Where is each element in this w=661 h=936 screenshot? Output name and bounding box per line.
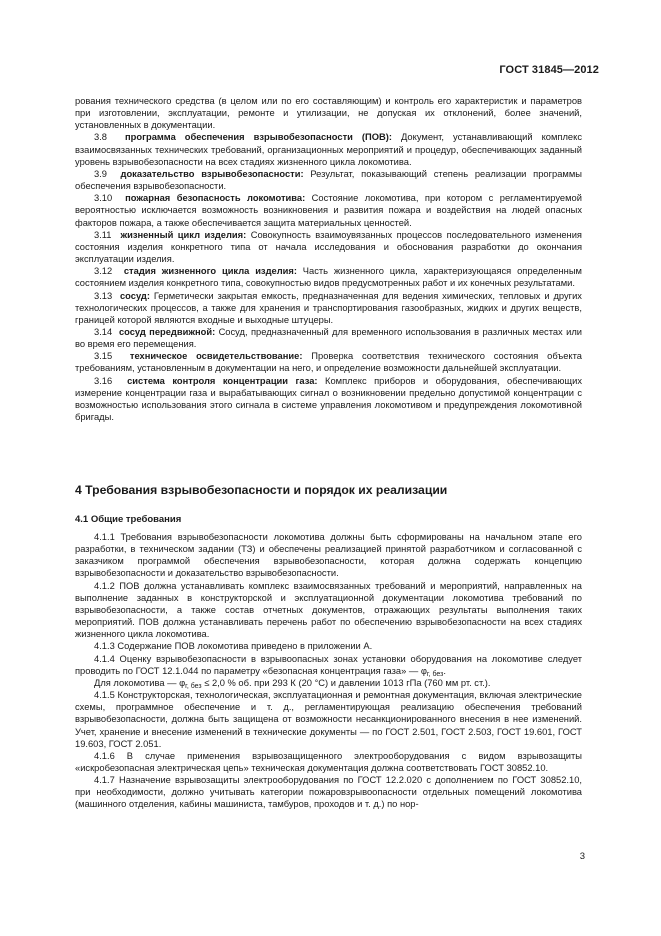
definition-text: Сосуд, предназначенный для временного использования в различных местах или во время его перемещения. <box>75 326 582 350</box>
definition-text: Документ, устанавливающий комплекс взаимосвязанных технических требований, организационных мероприятий и процедур, обеспечивающих заданный уровень взрывобезопасности на всех стадиях жизненного цикла локомотива. <box>75 132 582 167</box>
definition-number: 3.16 <box>94 375 113 386</box>
definition-number: 3.15 <box>94 351 113 362</box>
definition-term: доказательство взрывобезопасности: <box>120 168 304 179</box>
paragraph-4-1-4-text: 4.1.4 Оценку взрывобезопасности в взрывоопасных зонах установки оборудования на локомотиве следует проводить по ГОСТ 12.1.044 по параметру «безопасная концентрация газа» — φ <box>75 653 582 676</box>
definition-term: система контроля концентрации газа: <box>127 375 318 386</box>
definition-term: техническое освидетельствование: <box>129 351 303 362</box>
paragraph-4-1-5: 4.1.5 Конструкторская, технологическая, эксплуатационная и ремонтная документация, включая электрические схемы, программное обеспечение и т. д., регламентирующая реализацию обеспечения требований взрывобезопасности, должна быть защищена от возможности несанкционированного внесения в нее изменений. Учет, хранение и внесение изменений в технические документы — по ГОСТ 2.501, ГОСТ 2.503, ГОСТ 19.601, ГОСТ 19.603, ГОСТ 2.051. <box>75 690 582 749</box>
definition-number: 3.9 <box>94 168 107 179</box>
paragraph-4-1-3: 4.1.3 Содержание ПОВ локомотива приведено в приложении А. <box>94 641 373 652</box>
page-number: 3 <box>579 851 585 862</box>
definition-term: сосуд передвижной: <box>118 326 216 337</box>
definition-number: 3.10 <box>94 193 113 204</box>
definition-number: 3.13 <box>94 290 113 301</box>
definition-text: Часть жизненного цикла, характеризующаяся определенным состоянием изделия конкретного типа, совокупностью видов предусмотренных работ и их конечных результатами. <box>75 266 582 289</box>
definition-text: Состояние локомотива, при котором с регламентируемой вероятностью исключается возможность возникновения и развития пожара и воздействия на людей опасных факторов пожара, а также обеспечивается защита материальных ценностей. <box>75 193 582 228</box>
definition-text: Комплекс приборов и оборудования, обеспечивающих измерение концентрации газа и вырабатывающих сигнал о возникновении предельно допустимой концентрации с возможностью использования этого сигнала в системе управления локомотивом и предупреждения локомотивной бригады. <box>75 375 583 423</box>
definition-text: Результат, показывающий степень реализации программы обеспечения взрывобезопасности. <box>75 168 582 192</box>
definition-text: Герметически закрытая емкость, предназначенная для ведения химических, тепловых и других технологических процессов, а также для хранения и транспортирования газообразных, жидких и других веществ, границей которой являются входные и выходные штуцеры. <box>75 290 582 325</box>
section-heading: 4 Требования взрывобезопасности и порядок их реализации <box>75 483 448 497</box>
definition-3-12 <box>75 265 582 289</box>
definition-3-9 <box>75 168 582 192</box>
definition-text: Проверка соответствия технического состояния объекта требованиям, установленным в документации на него, и определение возможности дальнейшей эксплуатации. <box>75 351 582 374</box>
standard-id: ГОСТ 31845—2012 <box>499 64 599 76</box>
paragraph-4-1-4 <box>75 653 582 677</box>
phi-subscript: г, без <box>185 682 202 690</box>
definition-text: Совокупность взаимоувязанных процессов последовательного изменения состояния изделия конкретного типа от начала исследования и обоснования разработки до окончания эксплуатации изделия. <box>75 229 582 265</box>
locomotive-limit-value: ≤ 2,0 % об. при 293 К (20 °С) и давлении 1013 гПа (760 мм рт. ст.). <box>201 677 491 688</box>
definition-number: 3.12 <box>94 266 113 277</box>
phi-subscript: г, без <box>426 670 444 678</box>
definition-term: жизненный цикл изделия: <box>120 229 247 240</box>
paragraph-4-1-2: 4.1.2 ПОВ должна устанавливать комплекс взаимосвязанных требований и мероприятий, направленных на выполнение заданных в конструкторской и эксплуатационной документации локомотива требований по взрывобезопасности, а также состав отчетных документов, отражающих результаты выполнения таких мероприятий. ПОВ должна устанавливать перечень работ по обеспечению взрывобезопасности на всех стадиях жизненного цикла локомотива. <box>75 580 582 640</box>
definition-3-11 <box>75 229 582 265</box>
definition-3-13 <box>75 290 582 326</box>
definition-number: 3.8 <box>94 132 107 143</box>
definition-3-14 <box>75 326 582 350</box>
paragraph-4-1-7: 4.1.7 Назначение взрывозащиты электрооборудования по ГОСТ 12.2.020 с дополнением по ГОСТ 30852.10, при необходимости, должно учитывать категории пожаровзрывоопасности отдельных помещений локомотива (машинного отделения, кабины машиниста, тамбуров, проходов и т. д.) по нор- <box>75 775 582 810</box>
paragraph-4-1-1: 4.1.1 Требования взрывобезопасности локомотива должны быть сформированы на начальном этапе его разработки, в техническом задании (ТЗ) и обеспечены реализацией принятой разработчиком и согласованной с заказчиком программой обеспечения взрывобезопасности, которая должна содержать концепцию взрывобезопасности и доказательство взрывобезопасности. <box>75 532 582 579</box>
definition-term: стадия жизненного цикла изделия: <box>123 266 297 277</box>
locomotive-limit <box>75 677 582 689</box>
paragraph-4-1-6: 4.1.6 В случае применения взрывозащищенного электрооборудования с видом взрывозащиты «искробезопасная электрическая цепь» техническая документация должна соответствовать ГОСТ 30852.10. <box>75 750 582 773</box>
paragraph-4-1-4-end: . <box>443 665 446 676</box>
requirements-block <box>75 531 582 811</box>
definition-number: 3.11 <box>94 229 112 240</box>
definition-3-16 <box>75 375 582 424</box>
definition-term: программа обеспечения взрывобезопасности (ПОВ): <box>125 132 392 143</box>
definition-term: пожарная безопасность локомотива: <box>125 193 306 204</box>
continued-paragraph: рования технического средства (в целом или по его составляющим) и контроль его характеристик и параметров при изготовлении, эксплуатации, ремонте и утилизации, не допуская их отклонений, более значений, установленных в документации. <box>75 96 582 131</box>
definition-term: сосуд: <box>119 290 150 301</box>
subsection-heading: 4.1 Общие требования <box>75 514 182 525</box>
definition-3-10 <box>75 192 582 228</box>
definition-number: 3.14 <box>94 326 113 337</box>
definition-3-8 <box>75 131 582 167</box>
definition-3-15 <box>75 350 582 374</box>
definitions-block <box>75 95 582 423</box>
locomotive-limit-text: Для локомотива — φ <box>94 677 186 688</box>
